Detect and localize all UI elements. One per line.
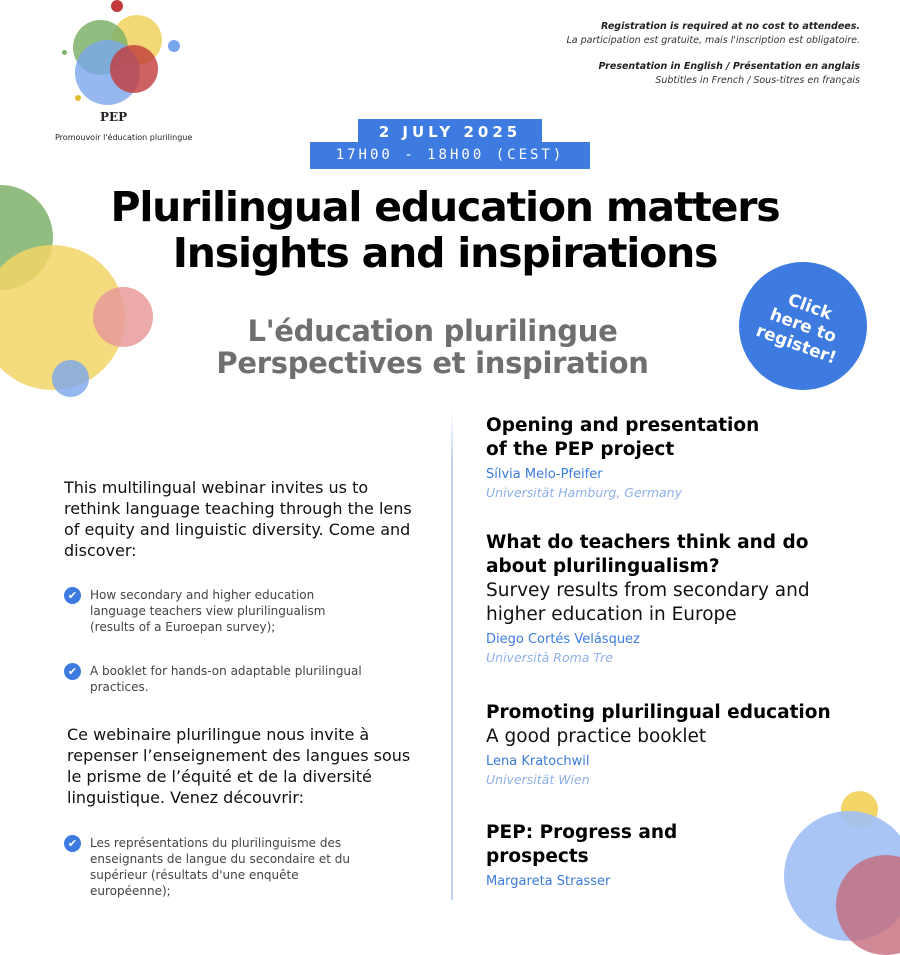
talk-1 (486, 414, 776, 502)
main-title (0, 184, 890, 276)
pep-logo (55, 0, 205, 150)
talk-1-title: Opening and presentation of the PEP project (486, 415, 760, 460)
language-note-fr: Subtitles in French / Sous-titres en français (655, 75, 860, 86)
talk-2-affiliation: Università Roma Tre (486, 650, 613, 665)
bullet-en-2-text: A booklet for hands-on adaptable plurilingual practices. (90, 664, 362, 694)
main-title-line-2: Insights and inspirations (172, 229, 718, 277)
event-info (567, 20, 861, 88)
talk-3 (486, 701, 866, 789)
talk-4 (486, 821, 686, 891)
talk-1-speaker: Sílvia Melo-Pfeifer (486, 467, 603, 482)
french-title (0, 315, 865, 379)
talk-3-affiliation: Universität Wien (486, 772, 590, 787)
event-time: 17H00 - 18H00 (CEST) (310, 142, 590, 169)
column-divider (451, 410, 453, 900)
registration-note-en: Registration is required at no cost to attendees. (601, 21, 860, 32)
logo-red-circle (110, 45, 158, 93)
talk-3-speaker: Lena Kratochwil (486, 754, 590, 769)
register-button[interactable] (739, 262, 867, 390)
checkmark-icon: ✔ (64, 587, 81, 604)
register-label: Click here to register! (753, 290, 839, 369)
bullet-fr-1-text: Les représentations du plurilinguisme des enseignants de langue du secondaire et du supérieur (résultats d'une enquête européenne); (90, 836, 350, 898)
logo-tagline: Promouvoir l'éducation plurilingue (55, 133, 193, 142)
talk-1-affiliation: Universität Hamburg, Germany (486, 485, 682, 500)
talk-4-speaker: Margareta Strasser (486, 874, 611, 889)
logo-small-red-dot (111, 0, 123, 12)
logo-small-green-dot (62, 50, 67, 55)
logo-small-blue-dot (168, 40, 180, 52)
bullet-en-1-text: How secondary and higher education language teachers view plurilingualism (results of a Euroepan survey); (90, 588, 326, 634)
language-note-en: Presentation in English / Présentation en anglais (598, 61, 860, 72)
checkmark-icon: ✔ (64, 835, 81, 852)
talk-2 (486, 531, 826, 667)
bullet-en-2 (64, 663, 364, 695)
main-title-line-1: Plurilingual education matters (110, 183, 780, 231)
checkmark-icon: ✔ (64, 663, 81, 680)
french-title-line-1: L'éducation plurilingue (247, 314, 618, 348)
logo-small-yellow-dot (75, 95, 81, 101)
intro-french: Ce webinaire plurilingue nous invite à repenser l’enseignement des langues sous le prisme de l’équité et de la diversité linguistique. Venez découvrir: (67, 725, 411, 807)
talk-2-subtitle: Survey results from secondary and higher education in Europe (486, 580, 810, 625)
talk-2-speaker: Diego Cortés Velásquez (486, 632, 640, 647)
event-date: 2 JULY 2025 (358, 119, 542, 145)
talk-3-title: Promoting plurilingual education (486, 702, 831, 723)
talk-4-title: PEP: Progress and prospects (486, 822, 678, 867)
logo-name: PEP (100, 110, 128, 124)
intro-english: This multilingual webinar invites us to rethink language teaching through the lens of equity and linguistic diversity. Come and discover: (64, 478, 412, 560)
french-title-line-2: Perspectives et inspiration (216, 346, 649, 380)
bullet-fr-1 (64, 835, 374, 899)
bullet-en-1 (64, 587, 364, 635)
talk-3-subtitle: A good practice booklet (486, 726, 707, 747)
registration-note-fr: La participation est gratuite, mais l'inscription est obligatoire. (566, 35, 860, 46)
talk-2-title: What do teachers think and do about plurilingualism? (486, 532, 809, 577)
